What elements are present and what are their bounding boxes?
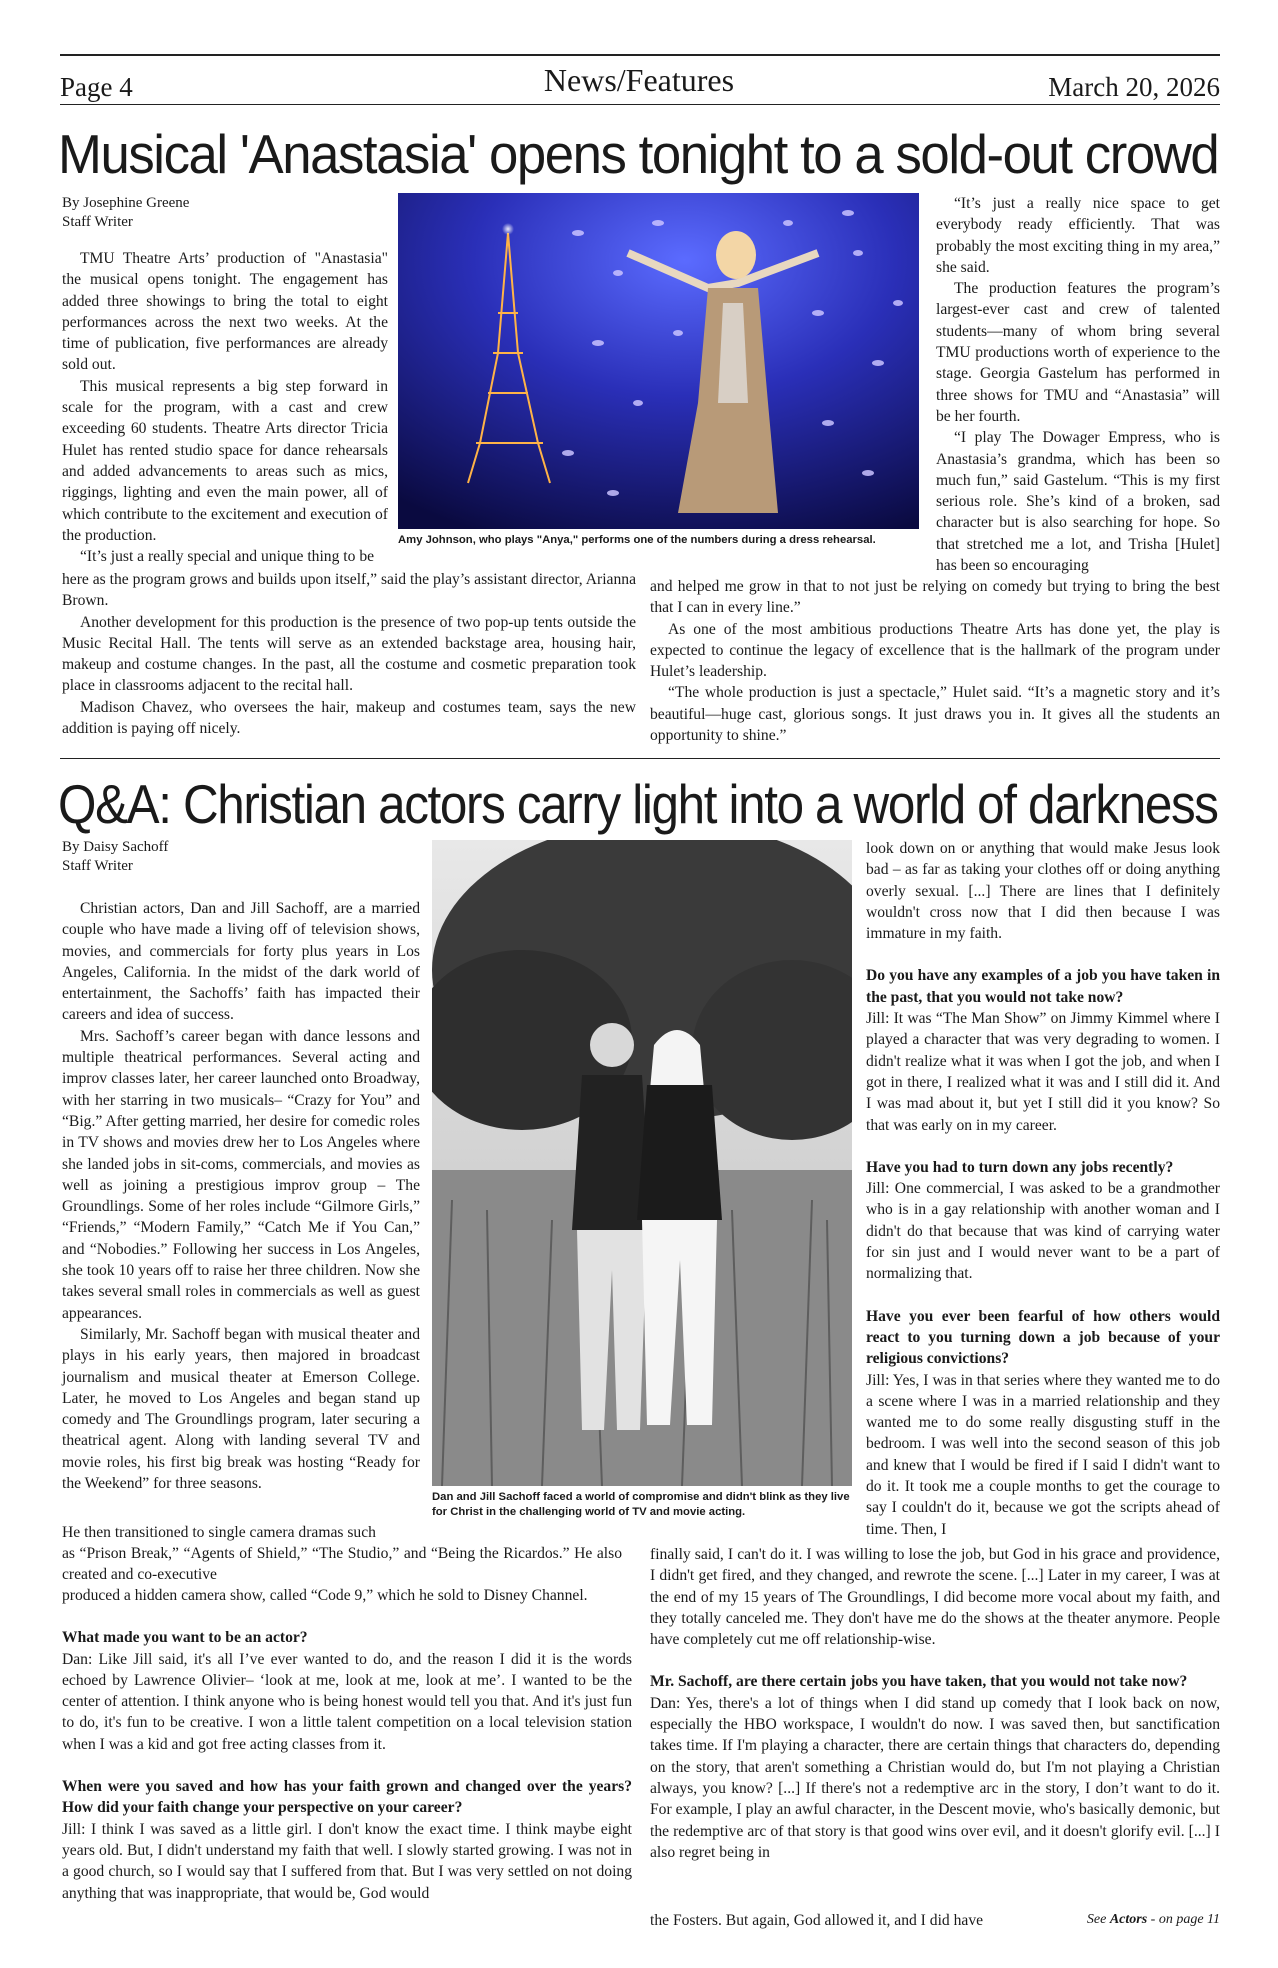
anastasia-photo-caption: Amy Johnson, who plays "Anya," performs one of the numbers during a dress rehearsal.: [398, 534, 876, 546]
paragraph: This musical represents a big step forward in scale for the program, with a cast and crew exceeding 60 students. Theatre Arts director Tricia Hulet has rented studio space for dance rehearsals and added advancements to areas such as mics, riggings, lighting and even the main power, all of which contribute to the excitement and execution of the production.: [62, 377, 388, 544]
article2-col3-wide: [650, 1544, 1220, 1863]
paragraph: look down on or anything that would make Jesus look bad – as far as taking your clothes off or doing anything overly sexual. [...] There are lines that I definitely wouldn't cross now that I did then because I was immature in my faith.: [866, 840, 1220, 943]
article1-col3-wide: [650, 576, 1220, 746]
question: Have you had to turn down any jobs recently?: [866, 1158, 1174, 1176]
question: Do you have any examples of a job you have taken in the past, that you would not take now?: [866, 967, 1220, 1006]
answer: Jill: It was “The Man Show” on Jimmy Kimmel where I played a character that was very degrading to women. I didn't realize what it was when I got the job, and when I got in there, I realized what it was and I still did it. And I was mad about it, but yet I still did it you know? So that was early on in my career.: [866, 1010, 1220, 1134]
article1-headline: Musical 'Anastasia' opens tonight to a sold-out crowd: [58, 123, 1219, 185]
paragraph: as “Prison Break,” “Agents of Shield,” “The Studio,” and “Being the Ricardos.” He also created and co-executive: [62, 1545, 622, 1584]
paragraph: the Fosters. But again, God allowed it, and I did have: [650, 1912, 984, 1929]
article2-col3: [866, 838, 1220, 1540]
paragraph: Christian actors, Dan and Jill Sachoff, are a married couple who have made a living off of television shows, movies, and commercials for forty plus years in Los Angeles, California. In the midst of the dark world of entertainment, the Sachoffs’ faith has impacted their careers and idea of success.: [62, 900, 420, 1024]
article1-col3: [936, 193, 1220, 576]
byline-name: By Daisy Sachoff: [62, 839, 169, 855]
paragraph: “The whole production is just a spectacle,” Hulet said. “It’s a magnetic story and it’s beautiful—huge cast, glorious songs. It just draws you in. It gives all the students an opportunity to shine.”: [650, 684, 1220, 745]
article2-col1-tail: [62, 1522, 420, 1543]
jump-line: [1087, 1912, 1220, 1928]
article1-col1-wide: [62, 569, 636, 739]
anastasia-photo: [398, 193, 919, 529]
paragraph: TMU Theatre Arts’ production of "Anastasia" the musical opens tonight. The engagement has added three showings to bring the total to eight performances across the next two weeks. At the time of publication, five performances are already sold out.: [62, 250, 388, 374]
answer: Jill: I think I was saved as a little girl. I don't know the exact time. I think maybe eight years old. But, I didn't understand my faith that well. I slowly started growing. I was not in a good church, so I would say that I suffered from that. But I was very settled on not doing anything that was inappropriate, that would be, God would: [62, 1820, 632, 1902]
article2-byline: [62, 838, 362, 876]
paragraph: “It’s just a really nice space to get everybody ready efficiently. That was probably the most exciting thing in my area,” she said.: [936, 195, 1220, 276]
paragraph: produced a hidden camera show, called “Code 9,” which he sold to Disney Channel.: [62, 1587, 588, 1604]
article1-col1: [62, 248, 388, 567]
question: Mr. Sachoff, are there certain jobs you have taken, that you would not take now?: [650, 1673, 1188, 1691]
header-rule: [60, 104, 1220, 105]
article2-headline: Q&A: Christian actors carry light into a world of darkness: [58, 773, 1218, 835]
sachoff-photo-caption: Dan and Jill Sachoff faced a world of compromise and didn't blink as they live for Christ in the challenging world of TV and movie acting.: [432, 1491, 850, 1518]
top-rule: [60, 54, 1220, 56]
answer: Jill: Yes, I was in that series where they wanted me to do a scene where I was in a married relationship and they wanted me to do some really disgusting stuff in the bedroom. I was well into the second season of this job and knew that I would be fired if I said I didn't want to do it. It took me a couple months to get the courage to say I couldn't do it, because we got the scripts ahead of time. Then, I: [866, 1371, 1220, 1538]
article-divider: [60, 758, 1220, 759]
paragraph: He then transitioned to single camera dramas such: [62, 1524, 376, 1541]
paragraph: Mrs. Sachoff’s career began with dance lessons and multiple theatrical performances. Several acting and improv classes later, her career launched onto Broadway, with her starring in two musicals– “Crazy for You” and “Big.” After getting married, her desire for comedic roles in TV shows and movies drew her to Los Angeles where she landed jobs in sit-coms, commercials, and movies as well as joining a prestigious improv group – The Groundlings. Some of her roles include “Gilmore Girls,” “Friends,” “Modern Family,” “Catch Me if You Can,” and “Nobodies.” Following her success in Los Angeles, she took 10 years off to raise her three children. Now she takes several small roles in commercials as well as guest appearances.: [62, 1027, 420, 1322]
article2-col1: [62, 898, 420, 1494]
jump-see: See: [1086, 1912, 1107, 1927]
page-number: Page 4: [60, 72, 133, 102]
byline-name: By Josephine Greene: [62, 195, 190, 211]
question: What made you want to be an actor?: [62, 1629, 308, 1647]
couple-portrait-image: [432, 840, 852, 1486]
article2-last-line: [650, 1910, 1050, 1931]
issue-date: March 20, 2026: [1048, 72, 1220, 102]
article2-col1-tail-wide: [62, 1543, 622, 1586]
article1-byline: [62, 194, 362, 232]
paragraph: Another development for this production is the presence of two pop-up tents outside the Music Recital Hall. The tents will serve as an extended backstage area, housing hair, makeup and costume changes. In the past, all the costume and cosmetic preparation took place in classrooms adjacent to the recital hall.: [62, 613, 636, 695]
answer: Dan: Like Jill said, it's all I’ve ever wanted to do, and the reason I did it is the words echoed by Lawrence Olivier– ‘look at me, look at me, look at me’. I wanted to be the center of attention. I think anyone who is being honest would tell you that. And it's just fun to do, it's fun to be creative. I won a little talent competition on a local television station when I was a kid and got free acting classes from it.: [62, 1650, 632, 1753]
jump-page: - on page 11: [1150, 1912, 1220, 1927]
paragraph: As one of the most ambitious productions Theatre Arts has done yet, the play is expected to continue the legacy of excellence that is the hallmark of the program under Hulet’s leadership.: [650, 620, 1220, 681]
jump-keyword: Actors: [1109, 1912, 1148, 1927]
paragraph: “I play The Dowager Empress, who is Anastasia’s grandma, which has been so much fun,” said Gastelum. “This is my first serious role. She’s kind of a broken, sad character but is also searching for hope. So that stretched me a lot, and Trisha [Hulet] has been so encouraging: [936, 429, 1220, 575]
byline-role: Staff Writer: [62, 858, 133, 874]
byline-role: Staff Writer: [62, 214, 133, 230]
paragraph: “It’s just a really special and unique thing to be: [80, 548, 375, 566]
stage-performance-image: [398, 193, 919, 529]
answer: Jill: One commercial, I was asked to be a grandmother who is in a gay relationship with another woman and I didn't do that because that was kind of carrying water for sin just and I would never want to be a part of normalizing that.: [866, 1180, 1220, 1283]
section-title: News/Features: [543, 62, 735, 98]
paragraph: Madison Chavez, who oversees the hair, makeup and costumes team, says the new addition is paying off nicely.: [62, 698, 636, 738]
article2-col1-qa: [62, 1585, 632, 1904]
question: Have you ever been fearful of how others would react to you turning down a job because of your religious convictions?: [866, 1307, 1220, 1368]
paragraph: finally said, I can't do it. I was willing to lose the job, but God in his grace and providence, I didn't get fired, and they changed, and rewrote the scene. [...] Later in my career, I was at the end of my 15 years of The Groundlings, I did become more vocal about my faith, and they totally canceled me. They don't have me do the shows at the theater anymore. People have completely cut me off relationship-wise.: [650, 1546, 1220, 1649]
question: When were you saved and how has your faith grown and changed over the years? How did your faith change your perspective on your career?: [62, 1778, 632, 1817]
paragraph: The production features the program’s largest-ever cast and crew of talented students—many of whom bring several TMU productions worth of experience to the stage. Georgia Gastelum has performed in three shows for TMU and “Anastasia” will be her fourth.: [936, 280, 1220, 425]
answer: Dan: Yes, there's a lot of things when I did stand up comedy that I look back on now, especially the HBO workspace, I wouldn't do now. I was saved then, but sanctification takes time. If I'm playing a character, there are certain things that characters do, depending on the story, that aren't something a Christian would do, but I'm not playing a Christian always, you know? [...] If there's not a redemptive arc in the story, I don’t want to do it. For example, I play an awful character, in the Descent movie, who's basically demonic, but the redemptive arc of that story is that good wins over evil, and it doesn't glorify evil. [...] I also regret being in: [650, 1694, 1220, 1861]
paragraph: and helped me grow in that to not just be relying on comedy but trying to bring the best that I can in every line.”: [650, 578, 1220, 617]
sachoff-photo: [432, 840, 852, 1486]
paragraph: Similarly, Mr. Sachoff began with musical theater and plays in his early years, then majored in broadcast journalism and musical theater at Emerson College. Later, he moved to Los Angeles and began stand up comedy and The Groundlings program, later securing a theatrical agent. Along with landing several TV and movie roles, his first big break was hosting “Ready for the Weekend” for three seasons.: [62, 1325, 420, 1493]
paragraph: here as the program grows and builds upon itself,” said the play’s assistant director, Arianna Brown.: [62, 571, 636, 610]
